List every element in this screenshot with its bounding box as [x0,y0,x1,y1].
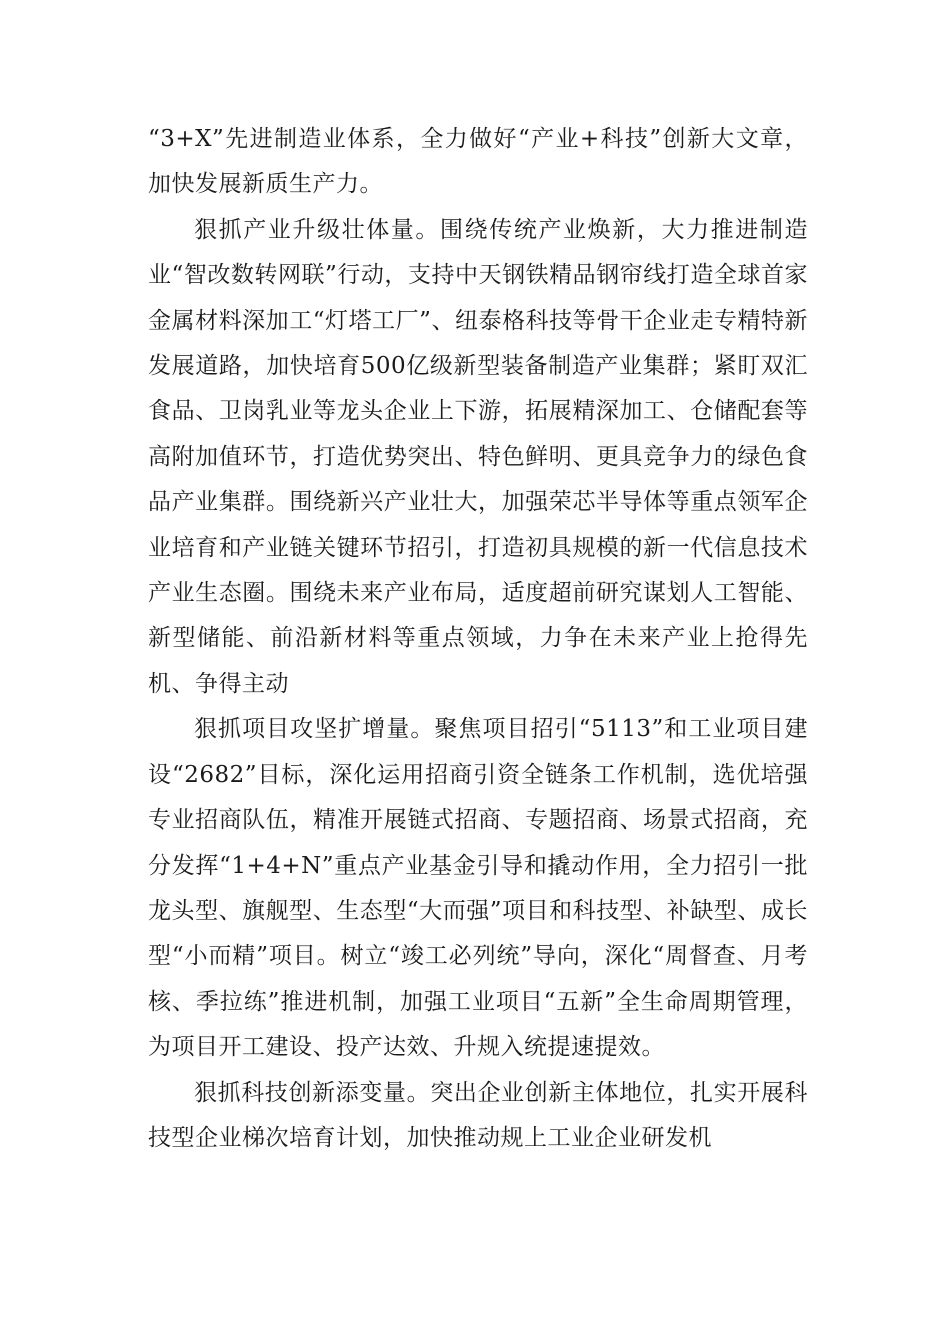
paragraph-project-tackling: 狠抓项目攻坚扩增量。聚焦项目招引“5113”和工业项目建设“2682”目标，深化运用招商引资全链条工作机制，选优培强专业招商队伍，精准开展链式招商、专题招商、场景式招商，充分发挥“1+4+N”重点产业基金引导和撬动作用，全力招引一批龙头型、旗舰型、生态型“大而强”项目和科技型、补缺型、成长型“小而精”项目。树立“竣工必列统”导向，深化“周督查、月考核、季拉练”推进机制，加强工业项目“五新”全生命周期管理，为项目开工建设、投产达效、升规入统提速提效。 [148,716,808,1061]
document-body [148,117,808,1161]
paragraph-tech-innovation: 狠抓科技创新添变量。突出企业创新主体地位，扎实开展科技型企业梯次培育计划，加快推动规上工业企业研发机 [148,1079,808,1151]
paragraph-industry-upgrade: 狠抓产业升级壮体量。围绕传统产业焕新，大力推进制造业“智改数转网联”行动，支持中天钢铁精品钢帘线打造全球首家金属材料深加工“灯塔工厂”、纽泰格科技等骨干企业走专精特新发展道路，加快培育500亿级新型装备制造产业集群；紧盯双汇食品、卫岗乳业等龙头企业上下游，拓展精深加工、仓储配套等高附加值环节，打造优势突出、特色鲜明、更具竞争力的绿色食品产业集群。围绕新兴产业壮大，加强荣芯半导体等重点领军企业培育和产业链关键环节招引，打造初具规模的新一代信息技术产业生态圈。围绕未来产业布局，适度超前研究谋划人工智能、新型储能、前沿新材料等重点领域，力争在未来产业上抢得先机、争得主动 [148,216,808,697]
paragraph-intro-continuation: “3+X”先进制造业体系，全力做好“产业+科技”创新大文章，加快发展新质生产力。 [148,126,808,198]
